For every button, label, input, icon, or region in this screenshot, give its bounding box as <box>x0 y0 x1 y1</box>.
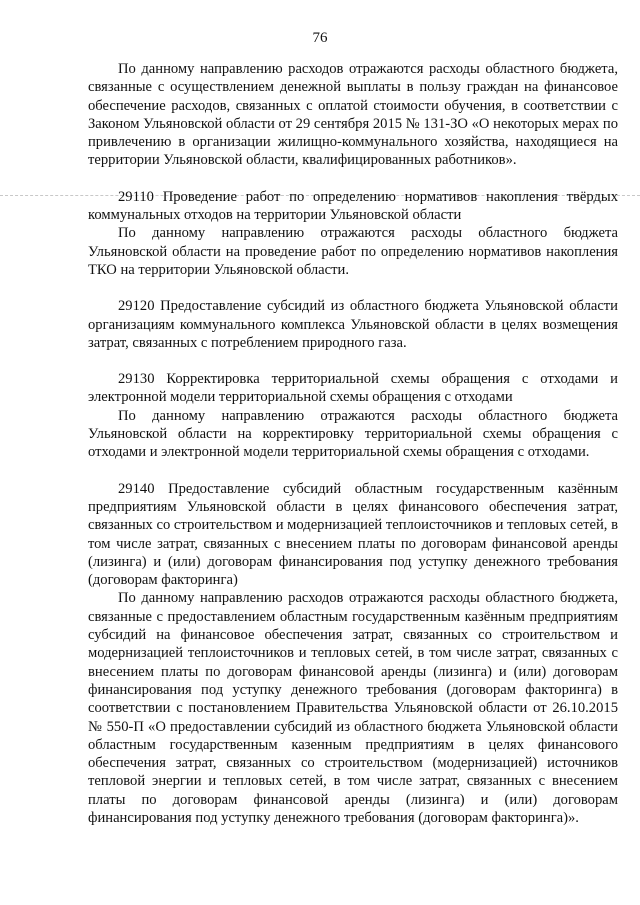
paragraph-29130-description: По данному направлению отражаются расходы областного бюджета Ульяновской области на корректировку территориальной схемы обращения с отходами и электронной модели территориальной схемы обращения с отходами. <box>88 407 618 461</box>
paragraph-29110-description: По данному направлению отражаются расходы областного бюджета Ульяновской области на проведение работ по определению нормативов накопления ТКО на территории Ульяновской области. <box>88 225 618 278</box>
document-body <box>88 60 618 827</box>
heading-29140: 29140 Предоставление субсидий областным государственным казённым предприятиям Ульяновской области в целях финансового обеспечения затрат, связанных со строительством и модернизацией теплоисточников и тепловых сетей, в том числе затрат, связанных с внесением платы по договорам финансовой аренды (лизинга) и (или) договорам финансирования под уступку денежного требования (договорам факторинга) <box>88 480 618 589</box>
heading-29120: 29120 Предоставление субсидий из областного бюджета Ульяновской области организациям коммунального комплекса Ульяновской области в целях возмещения затрат, связанных с потреблением природного газа. <box>88 298 618 351</box>
page-number: 76 <box>312 30 328 46</box>
heading-29110: 29110 Проведение работ по определению нормативов накопления твёрдых коммунальных отходов на территории Ульяновской области <box>88 188 618 224</box>
heading-29130: 29130 Корректировка территориальной схемы обращения с отходами и электронной модели территориальной схемы обращения с отходами <box>88 371 618 406</box>
paragraph-29140-description: По данному направлению расходов отражаются расходы областного бюджета, связанные с предоставлением областным государственным казённым предприятиям субсидий на финансовое обеспечения затрат, связанных со строительством и модернизацией теплоисточников и тепловых сетей, в том числе затрат, связанных с внесением платы по договорам финансовой аренды (лизинга) и (или) договорам финансирования под уступку денежного требования (договорам факторинга) в соответствии с постановлением Правительства Ульяновской области от 26.10.2015 № 550-П «О предоставлении субсидий из областного бюджета Ульяновской области областным государственным казенным предприятиям в целях финансового обеспечения затрат, связанных со строительством (модернизацией) источников тепловой энергии и тепловых сетей, в том числе затрат, связанных с внесением платы по договорам финансовой аренды (лизинга) и (или) договорам финансирования под уступку денежного требования (договорам факторинга)». <box>88 590 618 826</box>
paragraph-131zo-description: По данному направлению расходов отражаются расходы областного бюджета, связанные с осуществлением денежной выплаты в пользу граждан на финансовое обеспечение расходов, связанных с оплатой стоимости обучения, в соответствии с Законом Ульяновской области от 29 сентября 2015 № 131-ЗО «О некоторых мерах по привлечению в организации жилищно-коммунального хозяйства, находящиеся на территории Ульяновской области, квалифицированных работников». <box>88 61 618 169</box>
